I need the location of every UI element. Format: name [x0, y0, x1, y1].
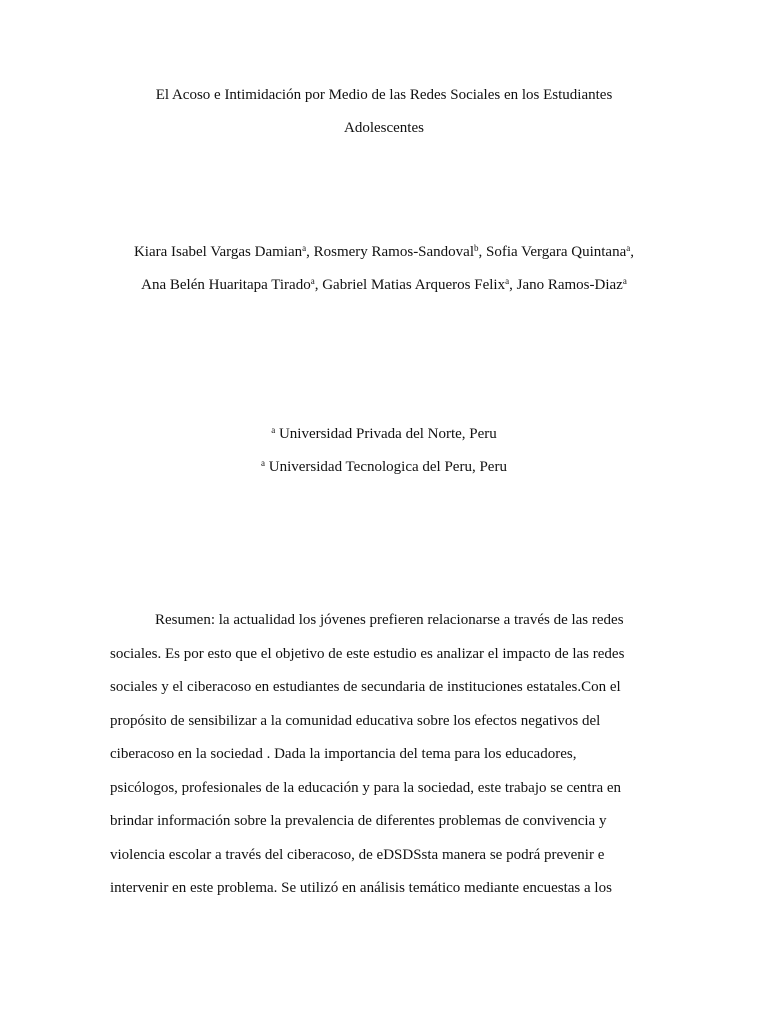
affiliation-2	[0, 458, 768, 476]
abstract-line: ciberacoso en la sociedad . Dada la importancia del tema para los educadores,	[110, 746, 577, 762]
authors-line-1	[0, 243, 768, 261]
affiliation-mark: a	[271, 425, 276, 435]
author-separator: ,	[630, 244, 635, 260]
author-name: Rosmery Ramos-Sandoval	[313, 244, 475, 260]
author-affiliation-mark: a	[302, 243, 307, 253]
abstract-line: psicólogos, profesionales de la educación y para la sociedad, este trabajo se centra en	[110, 779, 622, 796]
affiliation-mark: a	[261, 458, 266, 468]
affiliation-text: Universidad Privada del Norte, Peru	[275, 426, 497, 442]
author-affiliation-mark: a	[310, 276, 315, 286]
author-affiliation-mark: a	[505, 276, 510, 286]
author-separator: ,	[306, 244, 314, 260]
authors-line-2	[0, 276, 768, 294]
affiliation-text: Universidad Tecnologica del Peru, Peru	[265, 459, 507, 475]
abstract-line: brindar información sobre la prevalencia de diferentes problemas de convivencia y	[110, 813, 607, 829]
affiliation-1	[0, 425, 768, 443]
title-line-2: Adolescentes	[344, 120, 424, 136]
author-separator: ,	[478, 244, 487, 260]
abstract-line: violencia escolar a través del ciberacoso, de eDSDSsta manera se podrá prevenir e	[110, 846, 605, 863]
author-separator: ,	[314, 277, 323, 293]
author-affiliation-mark: b	[474, 243, 479, 253]
abstract-line: Resumen: la actualidad los jóvenes prefieren relacionarse a través de las redes	[155, 612, 624, 628]
abstract-line: intervenir en este problema. Se utilizó en análisis temático mediante encuestas a los	[110, 880, 612, 896]
author-name: Ana Belén Huaritapa Tirado	[141, 277, 311, 293]
title-line-1: El Acoso e Intimidación por Medio de las Redes Sociales en los Estudiantes	[155, 87, 613, 103]
abstract-line: propósito de sensibilizar a la comunidad educativa sobre los efectos negativos del	[110, 712, 601, 729]
author-affiliation-mark: a	[626, 243, 631, 253]
author-name: Sofia Vergara Quintana	[486, 244, 627, 260]
author-name: Kiara Isabel Vargas Damian	[133, 244, 303, 260]
author-affiliation-mark: a	[622, 276, 627, 286]
author-name: Jano Ramos-Diaz	[516, 277, 623, 293]
abstract-line: sociales. Es por esto que el objetivo de este estudio es analizar el impacto de las redes	[110, 645, 625, 662]
abstract-line: sociales y el ciberacoso en estudiantes de secundaria de instituciones estatales.Con el	[110, 679, 621, 695]
author-separator: ,	[509, 277, 517, 293]
abstract	[110, 611, 658, 913]
author-name: Gabriel Matias Arqueros Felix	[322, 277, 506, 293]
